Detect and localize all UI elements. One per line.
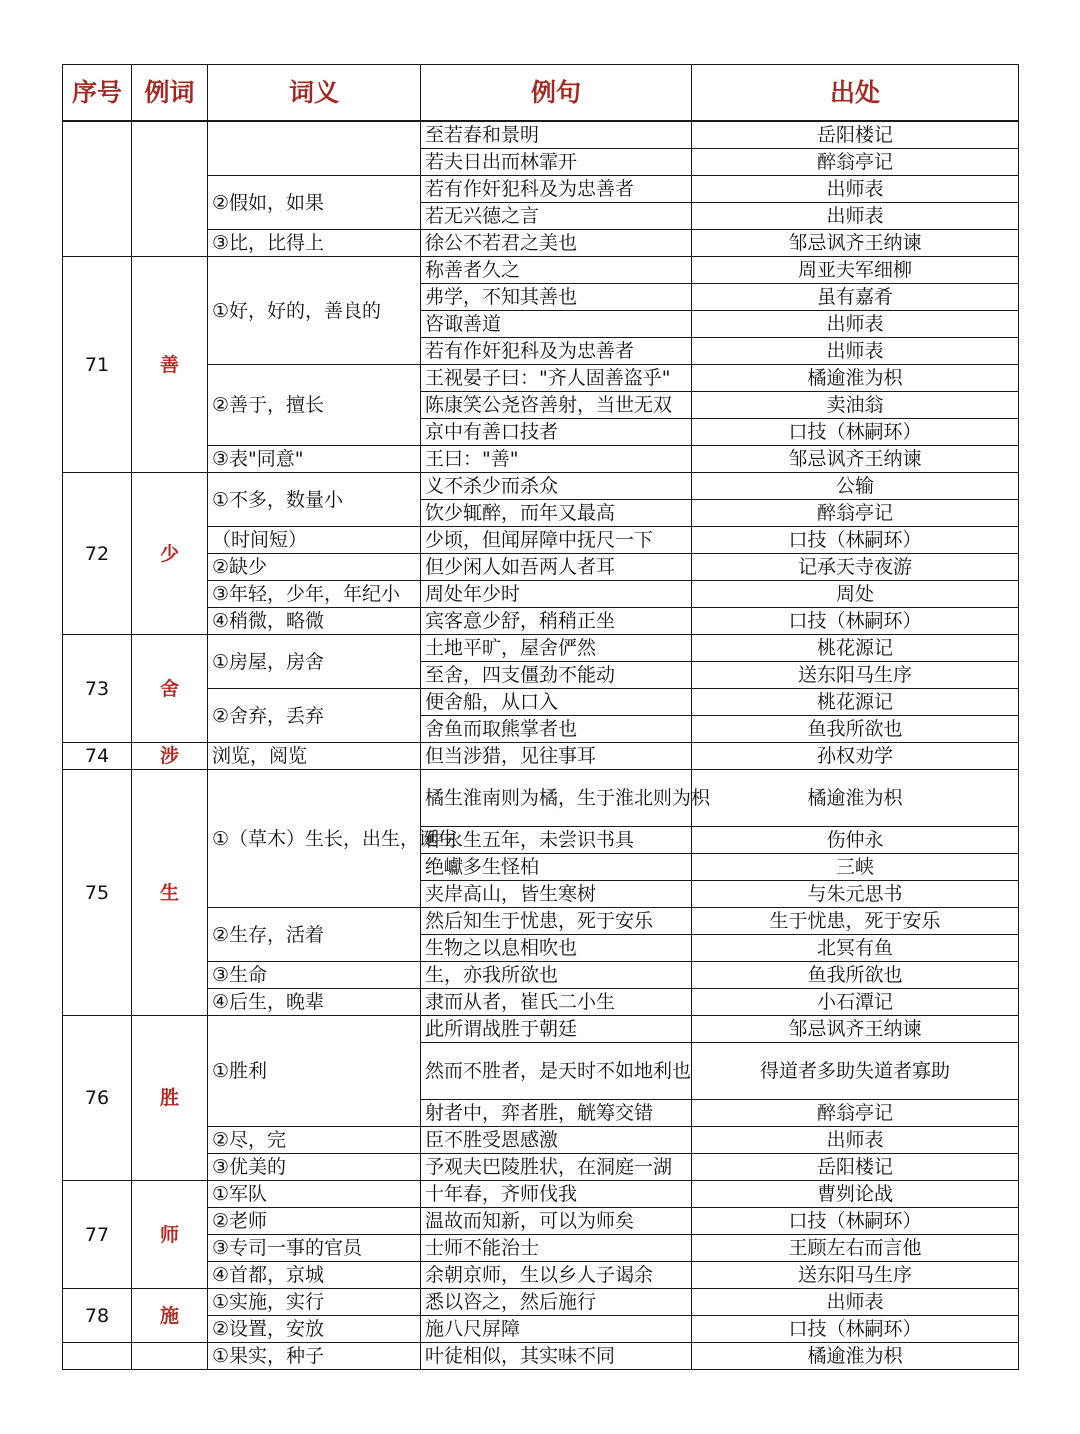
entry-number: 75 <box>63 770 132 1016</box>
source-title: 鱼我所欲也 <box>692 962 1019 989</box>
example-sentence: 王曰："善" <box>421 446 692 473</box>
table-row <box>63 121 1019 149</box>
example-sentence: 若有作奸犯科及为忠善者 <box>421 338 692 365</box>
example-sentence: 弗学，不知其善也 <box>421 284 692 311</box>
source-title: 橘逾淮为枳 <box>692 365 1019 392</box>
source-title: 醉翁亭记 <box>692 149 1019 176</box>
example-sentence: 橘生淮南则为橘，生于淮北则为枳 <box>421 770 692 827</box>
source-title: 出师表 <box>692 311 1019 338</box>
example-sentence: 便舍船，从口入 <box>421 689 692 716</box>
entry-word: 舍 <box>132 635 208 743</box>
meaning-cell: ①果实，种子 <box>208 1343 421 1370</box>
table-row <box>63 635 1019 662</box>
table-row <box>63 257 1019 284</box>
example-sentence: 悉以咨之，然后施行 <box>421 1289 692 1316</box>
entry-number: 72 <box>63 473 132 635</box>
table-row <box>63 473 1019 500</box>
entry-number: 77 <box>63 1181 132 1289</box>
header-number: 序号 <box>63 65 132 122</box>
source-title: 橘逾淮为枳 <box>692 770 1019 827</box>
source-title: 邹忌讽齐王纳谏 <box>692 230 1019 257</box>
source-title: 出师表 <box>692 1127 1019 1154</box>
header-example-word: 例词 <box>132 65 208 122</box>
meaning-cell: ③优美的 <box>208 1154 421 1181</box>
source-title: 出师表 <box>692 1289 1019 1316</box>
source-title: 醉翁亭记 <box>692 1100 1019 1127</box>
source-title: 得道者多助失道者寡助 <box>692 1043 1019 1100</box>
source-title: 卖油翁 <box>692 392 1019 419</box>
meaning-cell: ③专司一事的官员 <box>208 1235 421 1262</box>
example-sentence: 徐公不若君之美也 <box>421 230 692 257</box>
example-sentence: 少顷，但闻屏障中抚尺一下 <box>421 527 692 554</box>
entry-word: 师 <box>132 1181 208 1289</box>
source-title: 送东阳马生序 <box>692 662 1019 689</box>
source-title: 岳阳楼记 <box>692 121 1019 149</box>
source-title: 送东阳马生序 <box>692 1262 1019 1289</box>
example-sentence: 夹岸高山，皆生寒树 <box>421 881 692 908</box>
meaning-cell: ③表"同意" <box>208 446 421 473</box>
meaning-cell: ②缺少 <box>208 554 421 581</box>
source-title: 周亚夫军细柳 <box>692 257 1019 284</box>
example-sentence: 舍鱼而取熊掌者也 <box>421 716 692 743</box>
example-sentence: 周处年少时 <box>421 581 692 608</box>
example-sentence: 予观夫巴陵胜状，在洞庭一湖 <box>421 1154 692 1181</box>
meaning-cell: ①房屋，房舍 <box>208 635 421 689</box>
example-sentence: 隶而从者，崔氏二小生 <box>421 989 692 1016</box>
entry-word: 少 <box>132 473 208 635</box>
header-source: 出处 <box>692 65 1019 122</box>
example-sentence: 温故而知新，可以为师矣 <box>421 1208 692 1235</box>
example-sentence: 至若春和景明 <box>421 121 692 149</box>
source-title: 虽有嘉肴 <box>692 284 1019 311</box>
entry-word: 胜 <box>132 1016 208 1181</box>
source-title: 口技（林嗣环） <box>692 419 1019 446</box>
meaning-cell: ②尽，完 <box>208 1127 421 1154</box>
entry-word <box>132 1343 208 1370</box>
example-sentence: 生物之以息相吹也 <box>421 935 692 962</box>
meaning-cell: ③年轻，少年，年纪小 <box>208 581 421 608</box>
example-sentence: 余朝京师，生以乡人子谒余 <box>421 1262 692 1289</box>
header-meaning: 词义 <box>208 65 421 122</box>
example-sentence: 但少闲人如吾两人者耳 <box>421 554 692 581</box>
meaning-cell: （时间短） <box>208 527 421 554</box>
meaning-cell: ①军队 <box>208 1181 421 1208</box>
example-sentence: 陈康笑公尧咨善射，当世无双 <box>421 392 692 419</box>
source-title: 口技（林嗣环） <box>692 1316 1019 1343</box>
example-sentence: 称善者久之 <box>421 257 692 284</box>
entry-number: 74 <box>63 743 132 770</box>
source-title: 出师表 <box>692 176 1019 203</box>
table-header <box>63 65 1019 122</box>
example-sentence: 王视晏子曰："齐人固善盗乎" <box>421 365 692 392</box>
source-title: 周处 <box>692 581 1019 608</box>
source-title: 邹忌讽齐王纳谏 <box>692 446 1019 473</box>
entry-number: 73 <box>63 635 132 743</box>
example-sentence: 若夫日出而林霏开 <box>421 149 692 176</box>
source-title: 橘逾淮为枳 <box>692 1343 1019 1370</box>
table-row <box>63 1016 1019 1043</box>
example-sentence: 宾客意少舒，稍稍正坐 <box>421 608 692 635</box>
entry-word: 善 <box>132 257 208 473</box>
table-row <box>63 1343 1019 1370</box>
meaning-cell: ②设置，安放 <box>208 1316 421 1343</box>
meaning-cell: ①（草木）生长，出生，诞生 <box>208 770 421 908</box>
source-title: 王顾左右而言他 <box>692 1235 1019 1262</box>
source-title: 岳阳楼记 <box>692 1154 1019 1181</box>
source-title: 与朱元思书 <box>692 881 1019 908</box>
meaning-cell: ④首都，京城 <box>208 1262 421 1289</box>
entry-number: 76 <box>63 1016 132 1181</box>
vocabulary-page <box>62 64 1018 1376</box>
meaning-cell: ②舍弃，丢弃 <box>208 689 421 743</box>
meaning-cell: ①实施，实行 <box>208 1289 421 1316</box>
example-sentence: 土地平旷，屋舍俨然 <box>421 635 692 662</box>
meaning-cell: ①好，好的，善良的 <box>208 257 421 365</box>
source-title: 鱼我所欲也 <box>692 716 1019 743</box>
example-sentence: 此所谓战胜于朝廷 <box>421 1016 692 1043</box>
classical-chinese-vocabulary-table <box>62 64 1019 1370</box>
source-title: 口技（林嗣环） <box>692 527 1019 554</box>
table-row <box>63 1181 1019 1208</box>
meaning-cell: ②老师 <box>208 1208 421 1235</box>
example-sentence: 若有作奸犯科及为忠善者 <box>421 176 692 203</box>
source-title: 小石潭记 <box>692 989 1019 1016</box>
source-title: 桃花源记 <box>692 689 1019 716</box>
meaning-cell: 浏览，阅览 <box>208 743 421 770</box>
meaning-cell: ④后生，晚辈 <box>208 989 421 1016</box>
meaning-cell: ①胜利 <box>208 1016 421 1127</box>
source-title: 邹忌讽齐王纳谏 <box>692 1016 1019 1043</box>
meaning-cell: ④稍微，略微 <box>208 608 421 635</box>
table-row <box>63 743 1019 770</box>
meaning-cell: ②生存，活着 <box>208 908 421 962</box>
source-title: 出师表 <box>692 203 1019 230</box>
source-title: 桃花源记 <box>692 635 1019 662</box>
entry-number: 78 <box>63 1289 132 1343</box>
example-sentence: 京中有善口技者 <box>421 419 692 446</box>
entry-number: 71 <box>63 257 132 473</box>
meaning-cell: ②假如，如果 <box>208 176 421 230</box>
header-example-sentence: 例句 <box>421 65 692 122</box>
source-title: 口技（林嗣环） <box>692 1208 1019 1235</box>
table-row <box>63 1289 1019 1316</box>
meaning-cell: ①不多，数量小 <box>208 473 421 527</box>
example-sentence: 若无兴德之言 <box>421 203 692 230</box>
source-title: 口技（林嗣环） <box>692 608 1019 635</box>
example-sentence: 至舍，四支僵劲不能动 <box>421 662 692 689</box>
example-sentence: 然后知生于忧患，死于安乐 <box>421 908 692 935</box>
source-title: 记承天寺夜游 <box>692 554 1019 581</box>
example-sentence: 咨诹善道 <box>421 311 692 338</box>
example-sentence: 十年春，齐师伐我 <box>421 1181 692 1208</box>
example-sentence: 饮少辄醉，而年又最高 <box>421 500 692 527</box>
example-sentence: 绝巘多生怪柏 <box>421 854 692 881</box>
example-sentence: 施八尺屏障 <box>421 1316 692 1343</box>
example-sentence: 士师不能治士 <box>421 1235 692 1262</box>
table-row <box>63 770 1019 827</box>
source-title: 醉翁亭记 <box>692 500 1019 527</box>
source-title: 公输 <box>692 473 1019 500</box>
example-sentence: 义不杀少而杀众 <box>421 473 692 500</box>
source-title: 三峡 <box>692 854 1019 881</box>
entry-word <box>132 121 208 257</box>
example-sentence: 仲永生五年，未尝识书具 <box>421 827 692 854</box>
example-sentence: 然而不胜者，是天时不如地利也 <box>421 1043 692 1100</box>
meaning-cell: ②善于，擅长 <box>208 365 421 446</box>
example-sentence: 臣不胜受恩感激 <box>421 1127 692 1154</box>
example-sentence: 生，亦我所欲也 <box>421 962 692 989</box>
entry-word: 施 <box>132 1289 208 1343</box>
example-sentence: 射者中，弈者胜，觥筹交错 <box>421 1100 692 1127</box>
entry-number <box>63 121 132 257</box>
meaning-cell: ③生命 <box>208 962 421 989</box>
table-body <box>63 121 1019 1370</box>
source-title: 北冥有鱼 <box>692 935 1019 962</box>
meaning-cell: ③比，比得上 <box>208 230 421 257</box>
source-title: 生于忧患，死于安乐 <box>692 908 1019 935</box>
source-title: 伤仲永 <box>692 827 1019 854</box>
meaning-cell <box>208 121 421 176</box>
example-sentence: 叶徒相似，其实味不同 <box>421 1343 692 1370</box>
entry-word: 涉 <box>132 743 208 770</box>
entry-word: 生 <box>132 770 208 1016</box>
header-row <box>63 65 1019 122</box>
source-title: 出师表 <box>692 338 1019 365</box>
source-title: 曹刿论战 <box>692 1181 1019 1208</box>
entry-number <box>63 1343 132 1370</box>
source-title: 孙权劝学 <box>692 743 1019 770</box>
example-sentence: 但当涉猎，见往事耳 <box>421 743 692 770</box>
